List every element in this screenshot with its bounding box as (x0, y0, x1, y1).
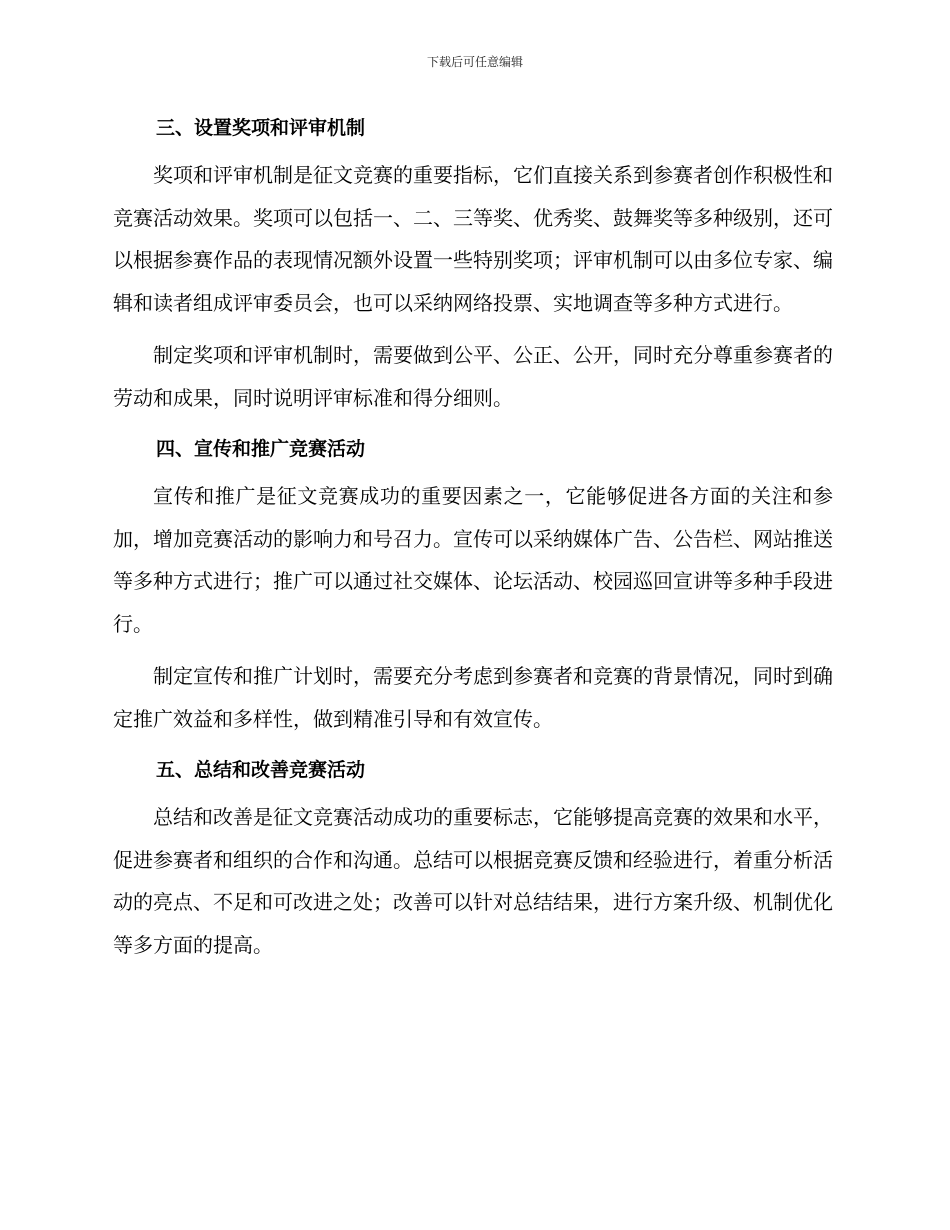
paragraph: 总结和改善是征文竞赛活动成功的重要标志，它能够提高竞赛的效果和水平，促进参赛者和组织的合作和沟通。总结可以根据竞赛反馈和经验进行，着重分析活动的亮点、不足和可改进之处；改善可以针对总结结果，进行方案升级、机制优化等多方面的提高。 (113, 805, 833, 957)
document-body (113, 108, 833, 976)
paragraph: 制定宣传和推广计划时，需要充分考虑到参赛者和竞赛的背景情况，同时到确定推广效益和多样性，做到精准引导和有效宣传。 (113, 664, 833, 731)
section-heading: 三、设置奖项和评审机制 (156, 117, 366, 139)
paragraph: 奖项和评审机制是征文竞赛的重要指标，它们直接关系到参赛者创作积极性和竞赛活动效果。奖项可以包括一、二、三等奖、优秀奖、鼓舞奖等多种级别，还可以根据参赛作品的表现情况额外设置一些特别奖项；评审机制可以由多位专家、编辑和读者组成评审委员会，也可以采纳网络投票、实地调查等多种方式进行。 (113, 163, 833, 315)
section-promotion (113, 429, 833, 740)
section-summary-improvement (113, 750, 833, 966)
section-heading: 五、总结和改善竞赛活动 (156, 759, 366, 781)
paragraph: 制定奖项和评审机制时，需要做到公平、公正、公开，同时充分尊重参赛者的劳动和成果，同时说明评审标准和得分细则。 (113, 343, 833, 410)
section-awards-review (113, 108, 833, 419)
page-header-note: 下载后可任意编辑 (426, 55, 523, 69)
paragraph: 宣传和推广是征文竞赛成功的重要因素之一，它能够促进各方面的关注和参加，增加竞赛活动的影响力和号召力。宣传可以采纳媒体广告、公告栏、网站推送等多种方式进行；推广可以通过社交媒体、论坛活动、校园巡回宣讲等多种手段进行。 (113, 484, 833, 636)
section-heading: 四、宣传和推广竞赛活动 (156, 438, 366, 460)
